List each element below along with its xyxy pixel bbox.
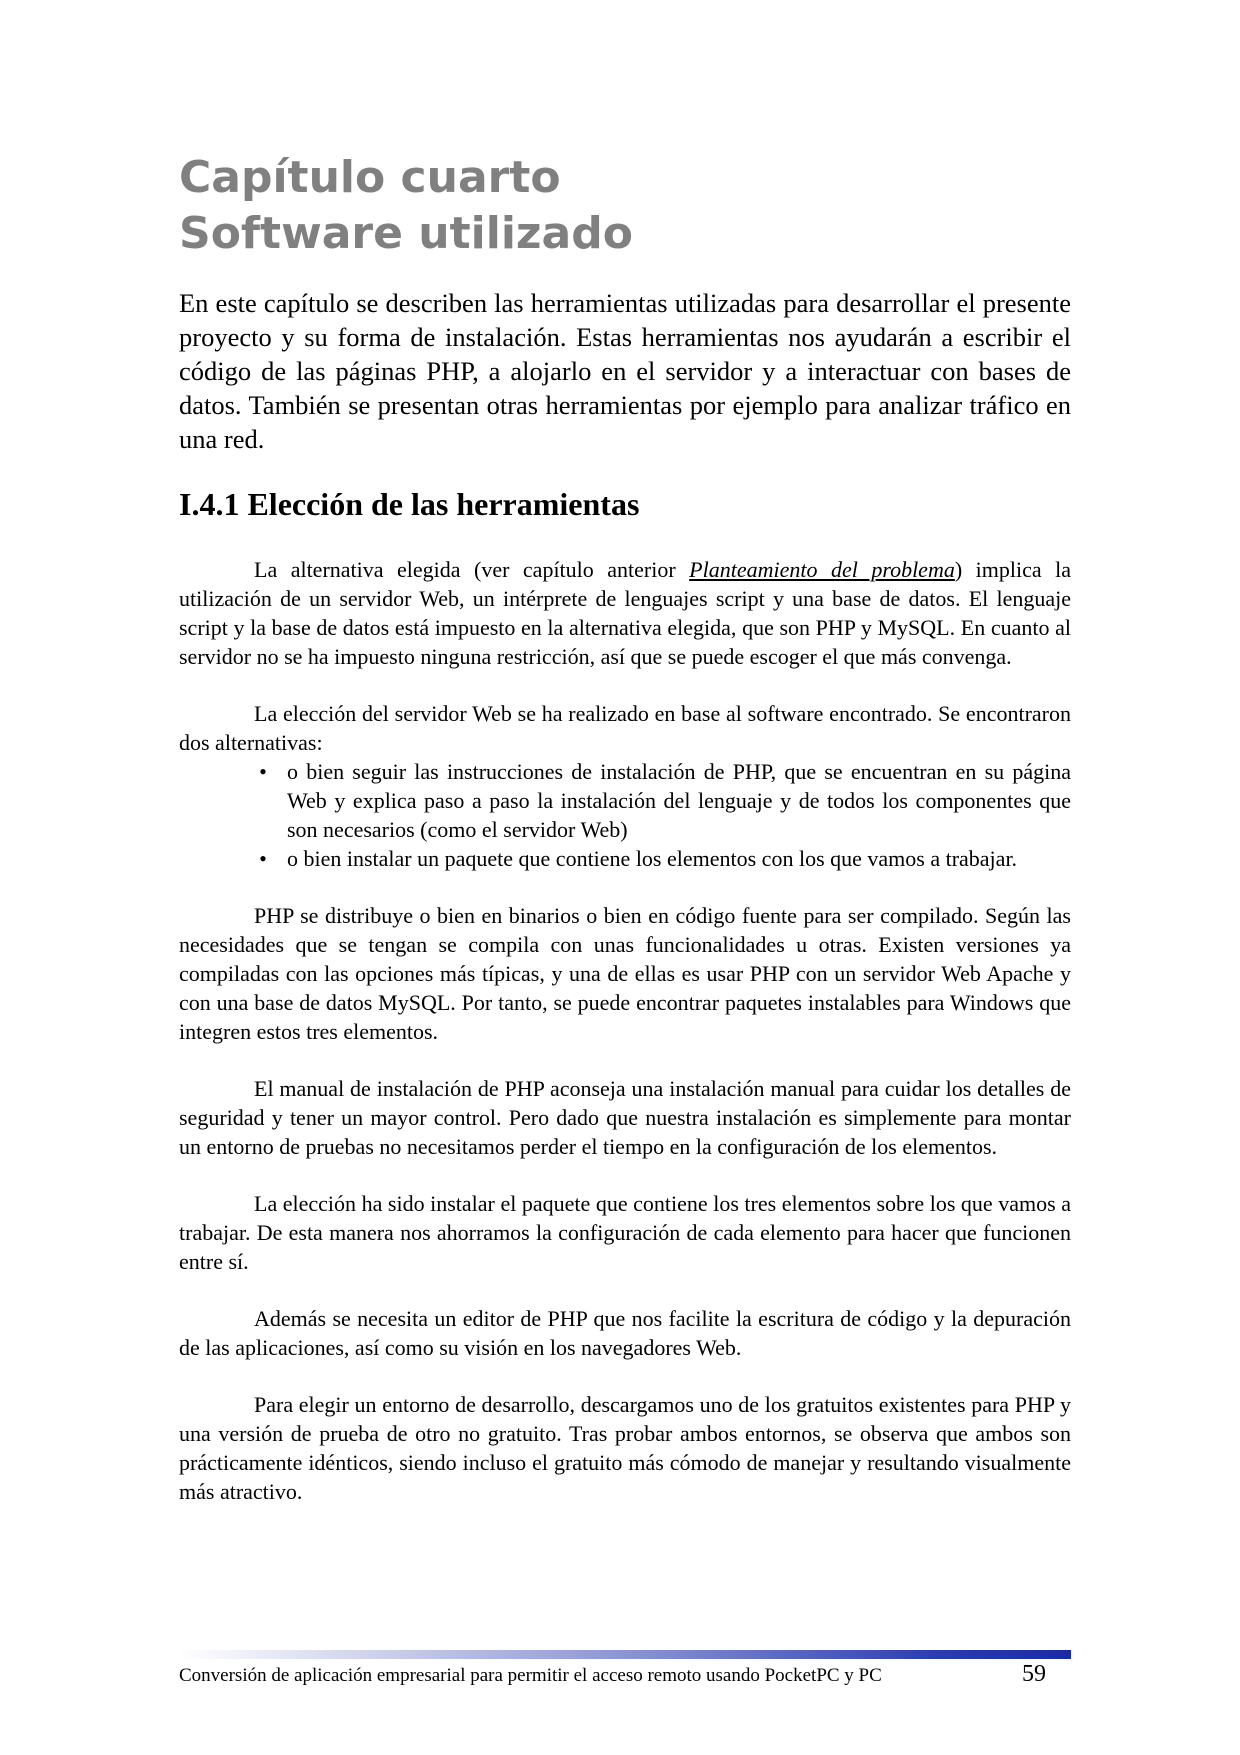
paragraph-1-end: ) implica la utilización de un servidor Web, un intérprete de lenguajes script y una base de datos. El lenguaje script y la base de datos está impuesto en la alternativa elegida, que son PHP y MySQL. En cuanto al servidor no se ha impuesto ninguna restricción, así que se puede escoger el que más convenga. bbox=[179, 557, 1071, 669]
list-item-text: o bien seguir las instrucciones de instalación de PHP, que se encuentran en su página Web y explica paso a paso la instalación del lenguaje y de todos los componentes que son necesarios (como el servidor Web) bbox=[287, 759, 1071, 842]
list-item bbox=[253, 844, 1071, 873]
bullet-icon: • bbox=[259, 846, 267, 871]
paragraph-7: Para elegir un entorno de desarrollo, descargamos uno de los gratuitos existentes para PHP y una versión de prueba de otro no gratuito. Tras probar ambos entornos, se observa que ambos son prácticamente idénticos, siendo incluso el gratuito más cómodo de manejar y resultando visualmente más atractivo. bbox=[179, 1392, 1071, 1504]
alternatives-list bbox=[179, 757, 1071, 873]
paragraph-6: Además se necesita un editor de PHP que nos facilite la escritura de código y la depuración de las aplicaciones, así como su visión en los navegadores Web. bbox=[179, 1306, 1071, 1360]
paragraph-2: La elección del servidor Web se ha realizado en base al software encontrado. Se encontraron dos alternativas: bbox=[179, 701, 1071, 755]
bullet-icon: • bbox=[259, 759, 267, 784]
list-item bbox=[253, 757, 1071, 844]
paragraph-5: La elección ha sido instalar el paquete que contiene los tres elementos sobre los que vamos a trabajar. De esta manera nos ahorramos la configuración de cada elemento para hacer que funcionen entre sí. bbox=[179, 1191, 1071, 1274]
chapter-number: Capítulo cuarto bbox=[179, 152, 561, 203]
paragraph-1 bbox=[179, 555, 1071, 671]
section-heading: I.4.1 Elección de las herramientas bbox=[179, 486, 640, 522]
paragraph-3: PHP se distribuye o bien en binarios o bien en código fuente para ser compilado. Según las necesidades que se tengan se compila con unas funcionalidades u otras. Existen versiones ya compiladas con las opciones más típicas, y una de ellas es usar PHP con un servidor Web Apache y con una base de datos MySQL. Por tanto, se puede encontrar paquetes instalables para Windows que integren estos tres elementos. bbox=[179, 903, 1071, 1044]
chapter-reference-link[interactable]: Planteamiento del problema bbox=[689, 557, 955, 582]
page-content bbox=[179, 150, 1071, 1506]
paragraph-4: El manual de instalación de PHP aconseja una instalación manual para cuidar los detalles de seguridad y tener un mayor control. Pero dado que nuestra instalación es simplemente para montar un entorno de pruebas no necesitamos perder el tiempo en la configuración de los elementos. bbox=[179, 1076, 1071, 1159]
chapter-title bbox=[179, 150, 1071, 262]
alternatives-block bbox=[179, 699, 1071, 873]
footer-title: Conversión de aplicación empresarial para permitir el acceso remoto usando PocketPC y PC bbox=[179, 1665, 882, 1686]
page-number: 59 bbox=[1022, 1661, 1046, 1687]
chapter-name: Software utilizado bbox=[179, 208, 633, 259]
list-item-text: o bien instalar un paquete que contiene los elementos con los que vamos a trabajar. bbox=[287, 846, 1018, 871]
footer-divider bbox=[179, 1650, 1071, 1659]
paragraph-1-start: La alternativa elegida (ver capítulo anterior bbox=[254, 557, 690, 582]
section-body bbox=[179, 555, 1071, 1506]
chapter-intro: En este capítulo se describen las herramientas utilizadas para desarrollar el presente proyecto y su forma de instalación. Estas herramientas nos ayudarán a escribir el código de las páginas PHP, a alojarlo en el servidor y a interactuar con bases de datos. También se presentan otras herramientas por ejemplo para analizar tráfico en una red. bbox=[179, 288, 1071, 454]
